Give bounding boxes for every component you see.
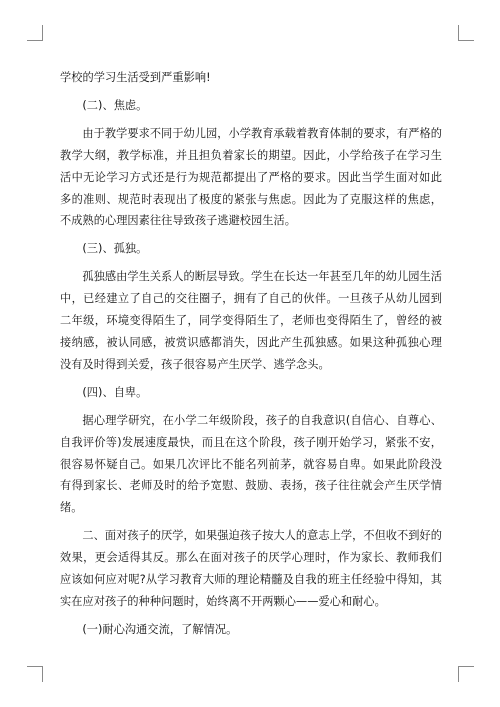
crop-mark-top-left-vertical	[42, 25, 43, 41]
section-heading-inferiority: (四)、自卑。	[82, 385, 148, 399]
crop-mark-bottom-left-horizontal	[27, 666, 43, 667]
crop-mark-bottom-right-vertical	[458, 666, 459, 682]
crop-mark-bottom-right-horizontal	[458, 666, 474, 667]
crop-mark-top-right-vertical	[458, 25, 459, 41]
section-heading-loneliness: (三)、孤独。	[82, 242, 148, 256]
section-heading-anxiety: (二)、焦虑。	[82, 98, 148, 112]
paragraph-coping: 二、面对孩子的厌学，如果强迫孩子按大人的意志上学，不但收不到好的效果，更会适得其反。那么在面对孩子的厌学心理时，作为家长、教师我们应该如何应对呢?从学习教育大师的理论精髓及自我的班主任经验中得知，其实在应对孩子的种种问题时，始终离不开两颗心——爱心和耐心。	[60, 529, 442, 608]
document-body	[60, 67, 442, 641]
paragraph-loneliness: 孤独感由学生关系人的断层导致。学生在长达一年甚至几年的幼儿园生活中，已经建立了自己的交往圈子，拥有了自己的伙伴。一旦孩子从幼儿园到二年级，环境变得陌生了，同学变得陌生了，老师也变得陌生了，曾经的被接纳感，被认同感，被赏识感都消失，因此产生孤独感。如果这种孤独心理没有及时得到关爱，孩子很容易产生厌学、逃学念头。	[60, 270, 442, 371]
crop-mark-bottom-left-vertical	[42, 666, 43, 682]
crop-mark-top-left-horizontal	[27, 40, 43, 41]
crop-mark-top-right-horizontal	[458, 40, 474, 41]
paragraph-inferiority: 据心理学研究，在小学二年级阶段，孩子的自我意识(自信心、自尊心、自我评价等)发展速度最快，而且在这个阶段，孩子刚开始学习，紧张不安，很容易怀疑自己。如果几次评比不能名列前茅，就容易自卑。如果此阶段没有得到家长、老师及时的给予宽慰、鼓励、表扬，孩子往往就会产生厌学情绪。	[60, 413, 442, 515]
section-heading-communication: (一)耐心沟通交流，了解情况。	[82, 622, 238, 636]
paragraph-anxiety: 由于教学要求不同于幼儿园，小学教育承载着教育体制的要求，有严格的教学大纲，教学标准，并且担负着家长的期望。因此，小学给孩子在学习生活中无论学习方式还是行为规范都提出了严格的要求。因此当学生面对如此多的准则、规范时表现出了极度的紧张与焦虑。因此为了克服这样的焦虑，不成熟的心理因素往往导致孩子逃避校园生活。	[60, 126, 442, 228]
paragraph-continuation: 学校的学习生活受到严重影响!	[60, 71, 211, 84]
